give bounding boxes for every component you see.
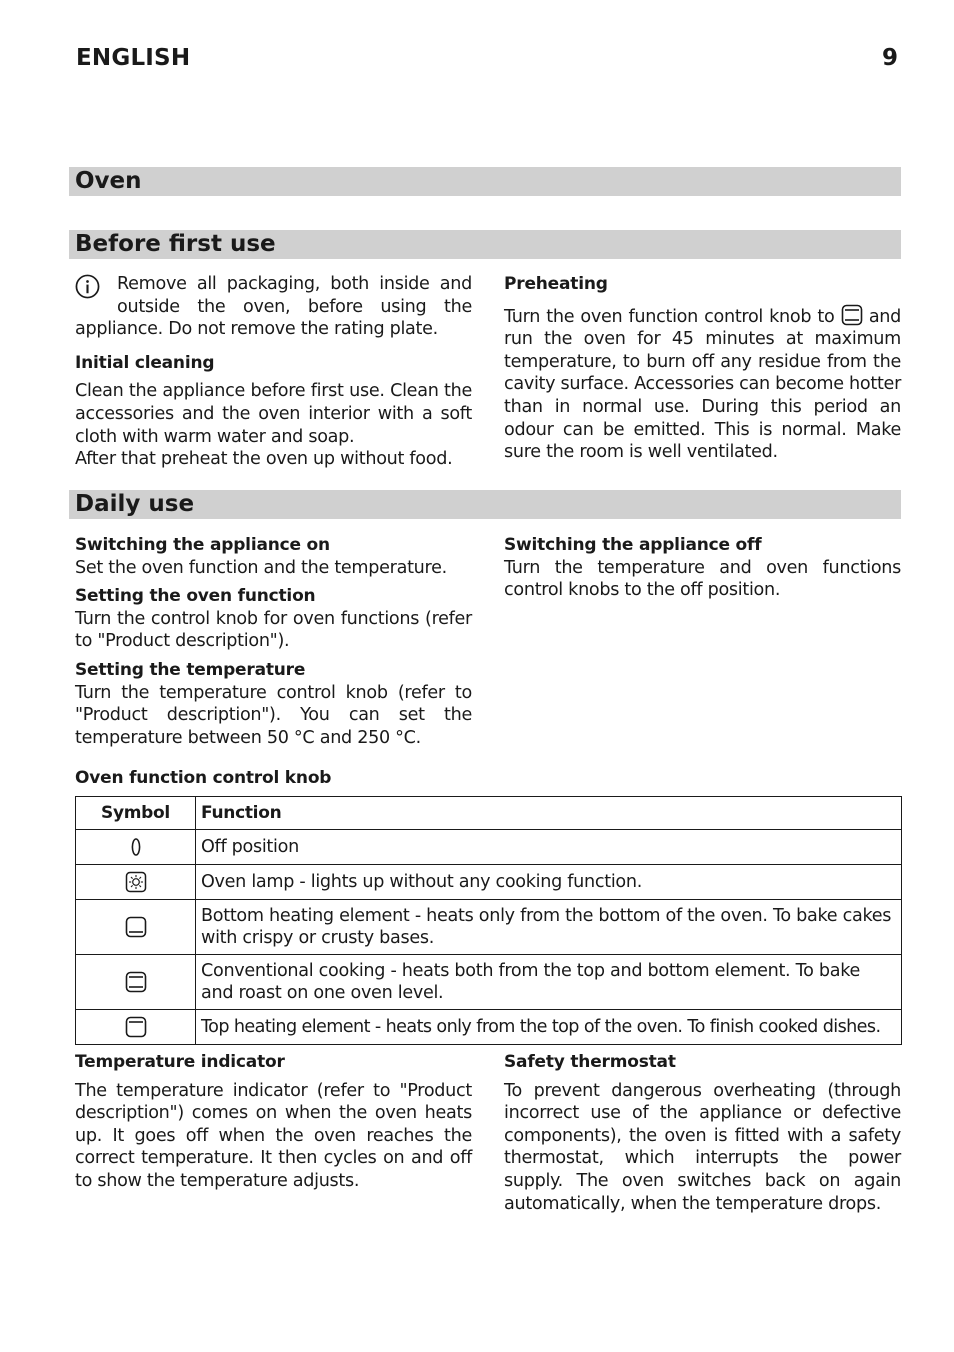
symbol-cell	[76, 865, 196, 900]
info-note: Remove all packaging, both inside and outside the oven, before using the appliance. Do not remove the rating plate.	[75, 274, 472, 340]
table-row	[76, 1010, 902, 1045]
function-cell: Conventional cooking - heats both from the top and bottom element. To bake and roast on one oven level.	[196, 955, 902, 1010]
safety-thermostat-text: To prevent dangerous overheating (through incorrect use of the appliance or defective components), the oven is fitted with a safety thermostat, which interrupts the power supply. The oven switches back on again automatically, when the temperature drops.	[504, 1080, 901, 1214]
table-row	[76, 955, 902, 1010]
off-position-icon	[125, 836, 147, 858]
initial-cleaning-text: Clean the appliance before first use. Clean the accessories and the oven interior with a soft cloth with warm water and soap.	[75, 381, 472, 447]
function-cell: Bottom heating element - heats only from the bottom of the oven. To bake cakes with crispy or crusty bases.	[196, 900, 902, 955]
set-temperature-title: Setting the temperature	[75, 659, 306, 680]
bottom-heating-icon	[125, 916, 147, 938]
oven-lamp-icon	[125, 871, 147, 893]
set-temperature-text: Turn the temperature control knob (refer to "Product description"). You can set the temperature between 50 °C and 250 °C.	[75, 682, 472, 748]
table-row	[76, 830, 902, 865]
before-first-use-right	[504, 273, 901, 464]
before-first-use-left	[75, 273, 472, 471]
symbol-cell	[76, 955, 196, 1010]
symbol-cell	[76, 1010, 196, 1045]
symbol-header: Symbol	[76, 797, 196, 830]
section-daily-use	[69, 490, 901, 519]
function-header: Function	[196, 797, 902, 830]
switch-on-text: Set the oven function and the temperature.	[75, 557, 447, 578]
temperature-indicator-section	[75, 1051, 472, 1193]
function-cell: Oven lamp - lights up without any cooking function.	[196, 865, 902, 900]
function-cell: Off position	[196, 830, 902, 865]
info-icon	[75, 274, 100, 299]
function-table-title: Oven function control knob	[75, 768, 332, 788]
daily-use-right	[504, 534, 901, 602]
table-row	[76, 865, 902, 900]
symbol-cell	[76, 900, 196, 955]
function-cell: Top heating element - heats only from the top of the oven. To finish cooked dishes.	[196, 1010, 902, 1045]
function-table	[75, 796, 902, 1045]
set-function-title: Setting the oven function	[75, 586, 316, 607]
section-title: Before first use	[75, 231, 276, 257]
top-heating-icon	[125, 1016, 147, 1038]
section-title: Daily use	[75, 491, 195, 517]
safety-thermostat-section	[504, 1051, 901, 1215]
section-oven	[69, 167, 901, 196]
symbol-cell	[76, 830, 196, 865]
preheating-text-end: and run the oven for 45 minutes at maximum temperature, to burn off any residue from the cavity surface. Accessories can become hotter than in normal use. During this period an odour can be emitted. This is normal. Make sure the room is well ventilated.	[504, 306, 902, 463]
page-number: 9	[882, 45, 899, 71]
section-title: Oven	[75, 168, 142, 194]
initial-cleaning-text-2: After that preheat the oven up without food.	[75, 449, 453, 470]
conventional-cooking-icon	[841, 304, 863, 326]
set-function-text: Turn the control knob for oven functions (refer to "Product description").	[75, 608, 472, 652]
safety-thermostat-title: Safety thermostat	[504, 1052, 676, 1072]
temperature-indicator-title: Temperature indicator	[75, 1052, 285, 1072]
switch-on-title: Switching the appliance on	[75, 535, 330, 555]
preheating-text	[504, 304, 901, 464]
preheating-text-start: Turn the oven function control knob to	[504, 306, 835, 327]
language-label: ENGLISH	[76, 45, 191, 71]
conventional-cooking-icon	[125, 971, 147, 993]
temperature-indicator-text: The temperature indicator (refer to "Product description") comes on when the oven heats up. It goes off when the oven reaches the correct temperature. It then cycles on and off to show the temperature adjusts.	[75, 1080, 472, 1191]
switch-off-text: Turn the temperature and oven functions control knobs to the off position.	[504, 557, 901, 601]
switch-off-title: Switching the appliance off	[504, 535, 762, 555]
table-row	[76, 900, 902, 955]
section-before-first-use	[69, 230, 901, 259]
initial-cleaning-title: Initial cleaning	[75, 352, 215, 373]
preheating-title: Preheating	[504, 274, 608, 294]
daily-use-left	[75, 534, 472, 749]
table-header-row	[76, 797, 902, 830]
